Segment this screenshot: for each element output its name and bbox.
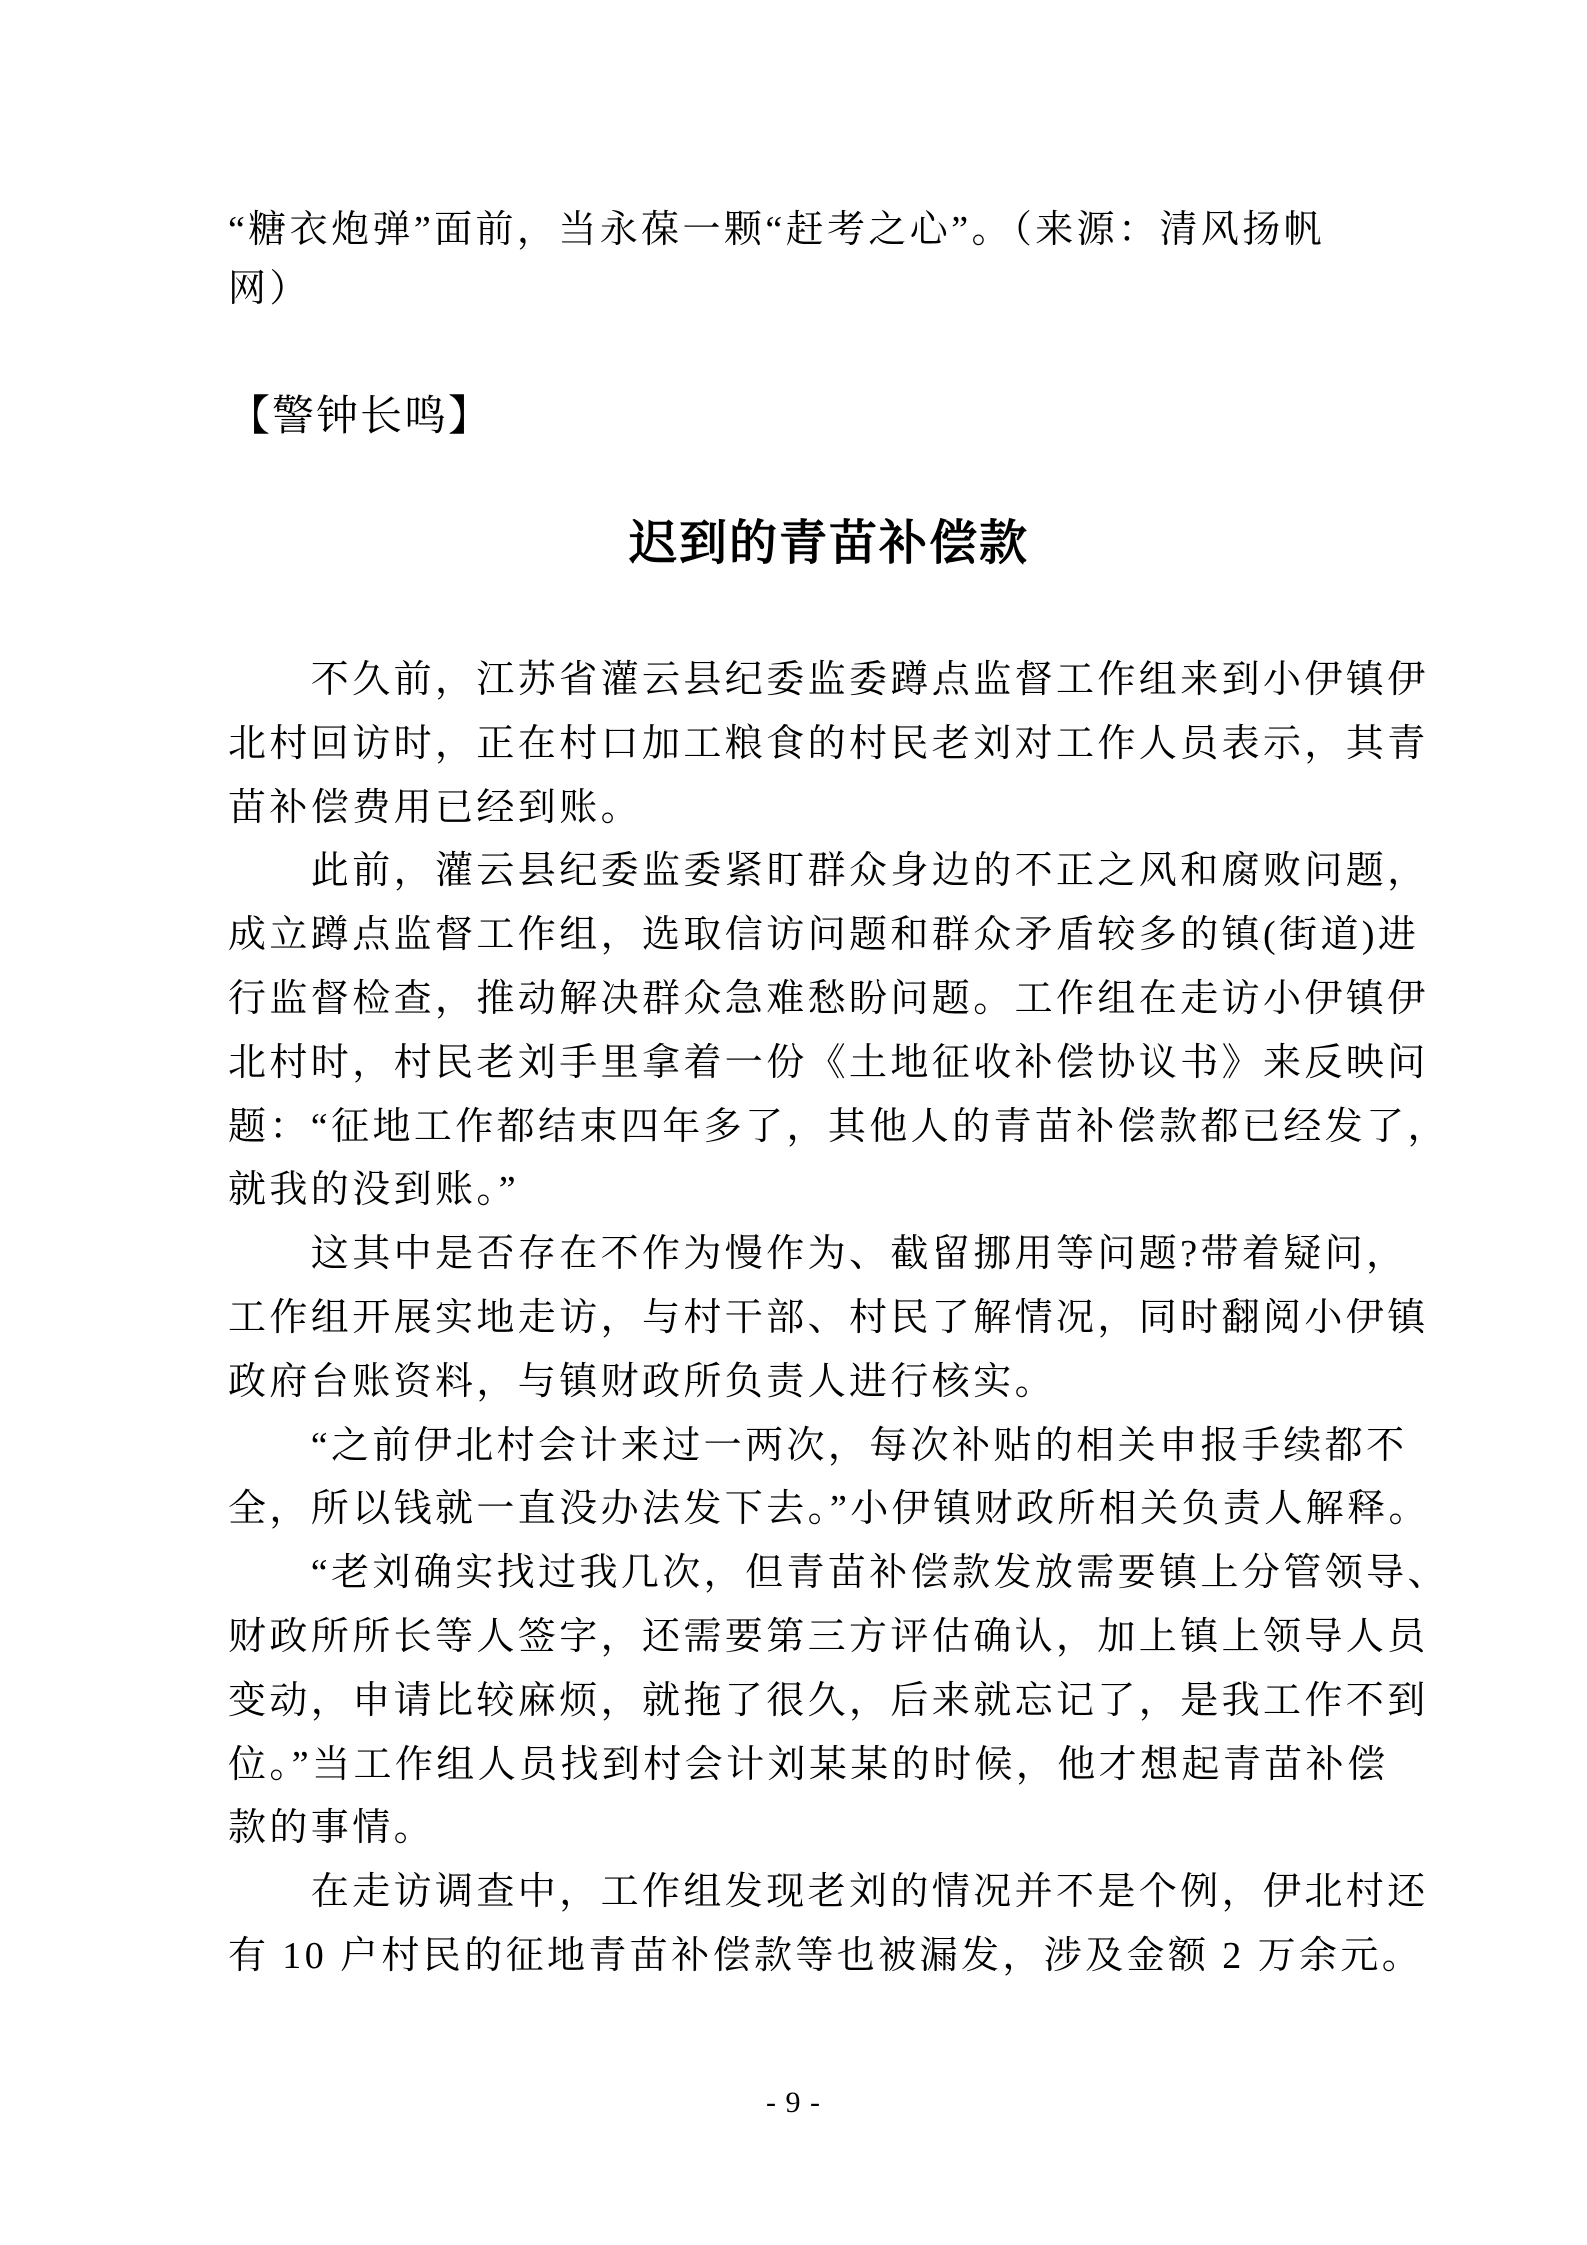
text-line: 北村回访时，正在村口加工粮食的村民老刘对工作人员表示，其青: [228, 722, 1429, 765]
text-line: “之前伊北村会计来过一两次，每次补贴的相关申报手续都不: [228, 1424, 1408, 1467]
text-line: 政府台账资料，与镇财政所负责人进行核实。: [228, 1360, 1057, 1403]
continuation-paragraph: [228, 201, 1430, 319]
section-header: 【警钟长鸣】: [228, 394, 493, 440]
text-line: 财政所所长等人签字，还需要第三方评估确认，加上镇上领导人员: [228, 1615, 1429, 1658]
page-number: - 9 -: [766, 2086, 821, 2119]
text-line: 题：“征地工作都结束四年多了，其他人的青苗补偿款都已经发了，: [228, 1105, 1449, 1148]
text-line: 位。”当工作组人员找到村会计刘某某的时候，他才想起青苗补偿: [228, 1743, 1389, 1786]
text-line: 变动，申请比较麻烦，就拖了很久，后来就忘记了，是我工作不到: [228, 1679, 1429, 1722]
text-line: 全，所以钱就一直没办法发下去。”小伊镇财政所相关负责人解释。: [228, 1488, 1430, 1531]
text-line: 工作组开展实地走访，与村干部、村民了解情况，同时翻阅小伊镇: [228, 1296, 1429, 1339]
article-body: [228, 649, 1449, 1989]
text-line: 成立蹲点监督工作组，选取信访问题和群众矛盾较多的镇(街道)进: [228, 914, 1420, 957]
text-line: 网）: [228, 268, 311, 310]
text-line: 有 10 户村民的征地青苗补偿款等也被漏发，涉及金额 2 万余元。: [228, 1934, 1424, 1977]
text-line: 苗补偿费用已经到账。: [228, 786, 643, 829]
text-line: 款的事情。: [228, 1807, 436, 1850]
text-line: 此前，灌云县纪委监委紧盯群众身边的不正之风和腐败问题，: [228, 850, 1429, 893]
text-line: “老刘确实找过我几次，但青苗补偿款发放需要镇上分管领导、: [228, 1552, 1449, 1595]
text-line: 北村时，村民老刘手里拿着一份《土地征收补偿协议书》来反映问: [228, 1041, 1429, 1084]
text-line: 行监督检查，推动解决群众急难愁盼问题。工作组在走访小伊镇伊: [228, 977, 1429, 1020]
article-title: 迟到的青苗补偿款: [628, 517, 1029, 570]
text-line: 在走访调查中，工作组发现老刘的情况并不是个例，伊北村还: [228, 1871, 1429, 1914]
text-line: “糖衣炮弹”面前，当永葆一颗“赶考之心”。（来源：清风扬帆: [228, 209, 1326, 251]
text-line: 这其中是否存在不作为慢作为、截留挪用等问题?带着疑问，: [228, 1233, 1408, 1276]
text-line: 不久前，江苏省灌云县纪委监委蹲点监督工作组来到小伊镇伊: [228, 659, 1429, 701]
text-line: 就我的没到账。”: [228, 1169, 520, 1212]
